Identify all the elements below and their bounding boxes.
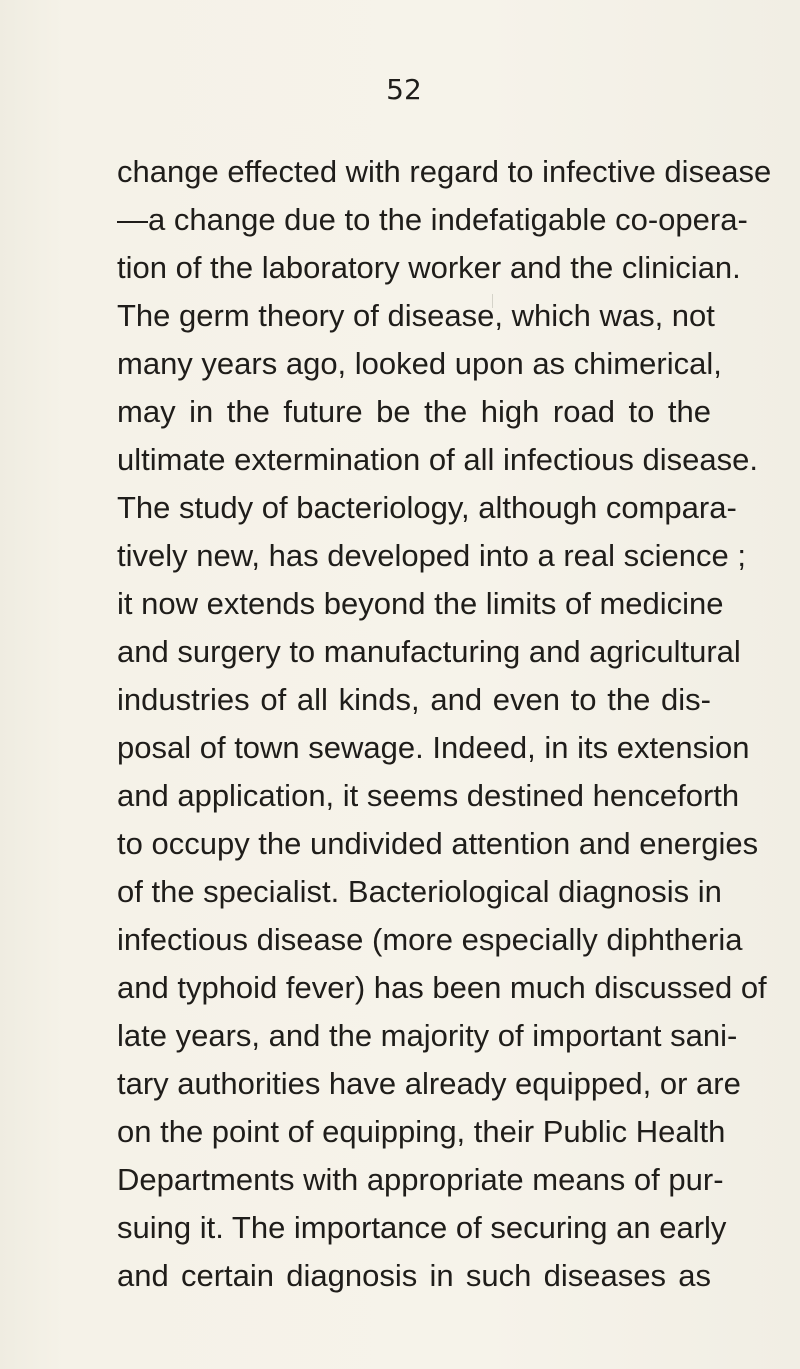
- text-line-21: on the point of equipping, their Public Health: [117, 1114, 726, 1149]
- text-line-4: The germ theory of disease, which was, not: [117, 298, 715, 333]
- text-line-24: and certain diagnosis in such diseases as: [117, 1258, 711, 1293]
- text-line-7: ultimate extermination of all infectious disease.: [117, 442, 758, 477]
- page-number: 52: [386, 73, 422, 106]
- text-line-2: —a change due to the indefatigable co-opera-: [117, 202, 748, 237]
- body-text: [117, 148, 772, 1300]
- text-line-12: industries of all kinds, and even to the dis-: [117, 682, 711, 717]
- text-line-8: The study of bacteriology, although compara-: [117, 490, 737, 525]
- text-line-23: suing it. The importance of securing an early: [117, 1210, 727, 1245]
- text-line-11: and surgery to manufacturing and agricultural: [117, 634, 741, 669]
- text-line-18: and typhoid fever) has been much discussed of: [117, 970, 767, 1005]
- text-line-16: of the specialist. Bacteriological diagnosis in: [117, 874, 722, 909]
- text-line-6: may in the future be the high road to the: [117, 394, 711, 429]
- text-line-1: change effected with regard to infective disease: [117, 154, 772, 189]
- text-line-19: late years, and the majority of important sani-: [117, 1018, 738, 1053]
- text-line-20: tary authorities have already equipped, or are: [117, 1066, 741, 1101]
- text-line-10: it now extends beyond the limits of medicine: [117, 586, 724, 621]
- text-line-14: and application, it seems destined henceforth: [117, 778, 740, 813]
- text-line-5: many years ago, looked upon as chimerical,: [117, 346, 722, 381]
- text-line-22: Departments with appropriate means of pur-: [117, 1162, 724, 1197]
- text-line-15: to occupy the undivided attention and energies: [117, 826, 759, 861]
- text-line-13: posal of town sewage. Indeed, in its extension: [117, 730, 750, 765]
- text-line-9: tively new, has developed into a real science ;: [117, 538, 746, 573]
- text-line-17: infectious disease (more especially diphtheria: [117, 922, 743, 957]
- text-line-3: tion of the laboratory worker and the clinician.: [117, 250, 741, 285]
